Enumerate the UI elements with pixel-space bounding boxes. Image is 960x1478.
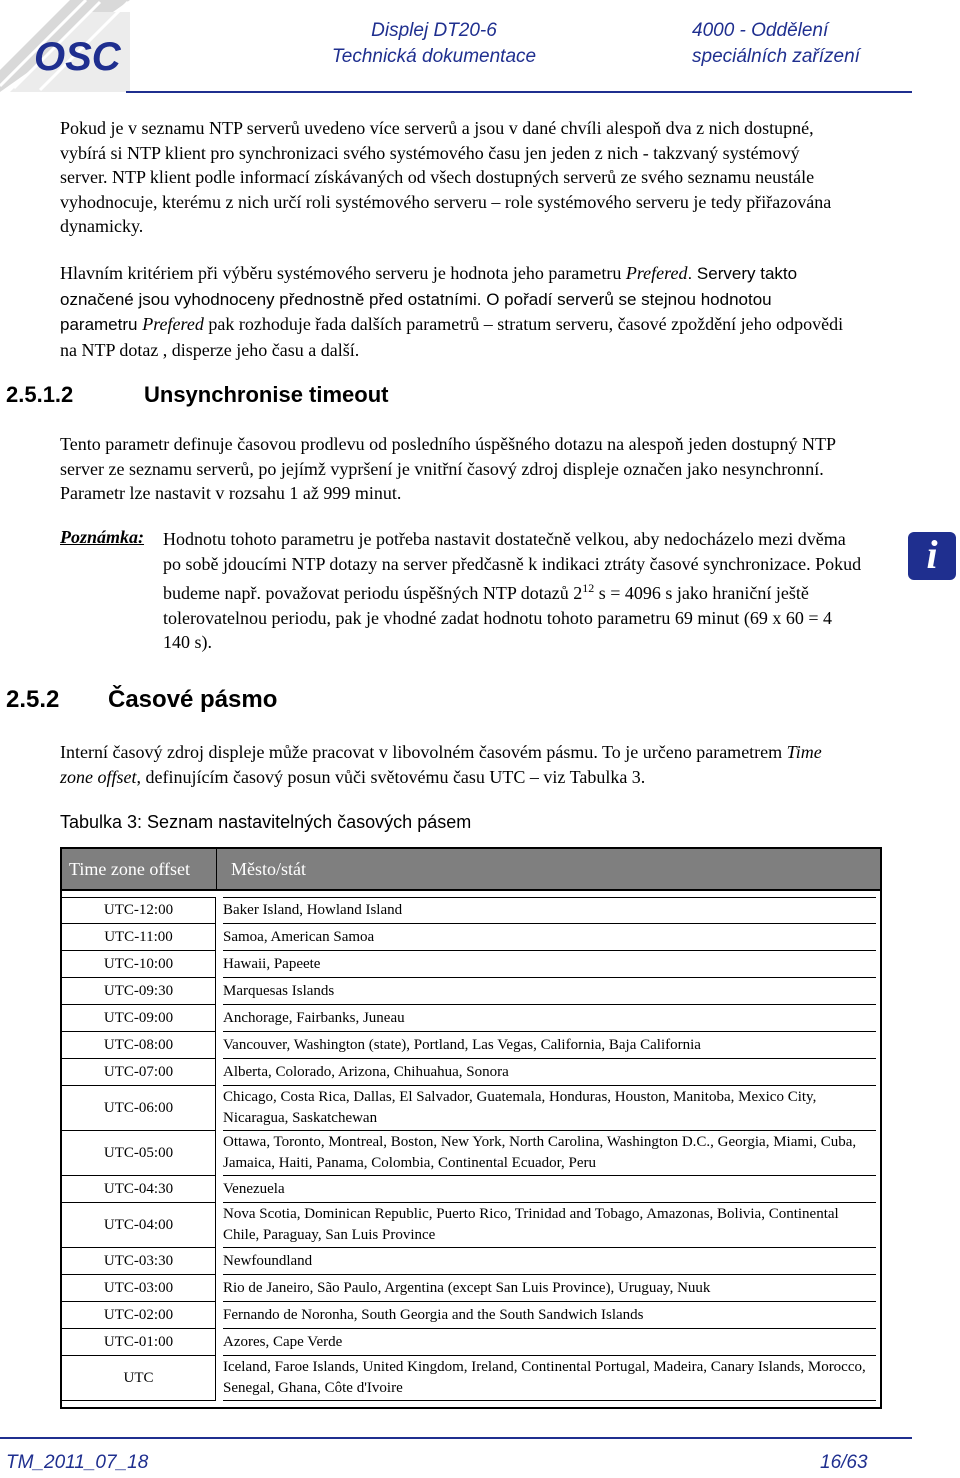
paragraph-timezone: Interní časový zdroj displeje může pracovat v libovolném časovém pásmu. To je určeno parametrem Time zone offset, definujícím časový posun vůči světovému času UTC – viz Tabulka 3.: [60, 742, 822, 787]
table-row: [62, 924, 880, 951]
doc-subtitle: Technická dokumentace: [331, 46, 537, 67]
table-row: [62, 1356, 880, 1401]
header-city: Město/stát: [231, 859, 306, 879]
section-heading-unsync: [6, 382, 73, 408]
p2-text-c: pak rozhoduje řada dalších parametrů – stratum serveru, časové zpoždění jeho odpovědi na NTP dotaz , disperze jeho času a další.: [60, 314, 844, 360]
footer-doc-id: TM_2011_07_18: [6, 1452, 149, 1473]
cell-offset: UTC-10:00: [62, 951, 216, 978]
table-row: [62, 951, 880, 978]
section-number: 2.5.1.2: [6, 382, 74, 407]
osc-logo: [0, 0, 140, 92]
cell-city: Iceland, Faroe Islands, United Kingdom, Ireland, Continental Portugal, Madeira, Canary Islands, Morocco, Senegal, Ghana, Côte d'Ivoire: [223, 1356, 876, 1401]
p2-em2: Prefered: [142, 314, 204, 334]
table-caption: Tabulka 3: Seznam nastavitelných časových pásem: [60, 812, 472, 832]
header-divider: [126, 91, 912, 93]
cell-city: Anchorage, Fairbanks, Juneau: [223, 1005, 876, 1032]
p2-em1: Prefered: [625, 263, 688, 283]
table-row: [62, 1302, 880, 1329]
logo-text: OSC: [34, 35, 121, 79]
dept-line1: 4000 - Oddělení: [692, 20, 829, 41]
p2-text-a: Hlavním kritériem při výběru systémového serveru je hodnota jeho parametru: [60, 263, 626, 283]
header-offset: Time zone offset: [62, 849, 217, 889]
table-row: [62, 897, 880, 924]
cell-city: Fernando de Noronha, South Georgia and the South Sandwich Islands: [223, 1302, 876, 1329]
note-superscript: 12: [582, 581, 595, 595]
cell-offset: UTC: [62, 1356, 216, 1401]
table-row: [62, 1005, 880, 1032]
table-row: [62, 1032, 880, 1059]
note-text: Hodnotu tohoto parametru je potřeba nastavit dostatečně velkou, aby nedocházelo mezi dvěma po sobě jdoucími NTP dotazy na server předčasně k indikaci ztráty časové synchronizace. Pokud budeme např. považovat periodu úspěšných NTP dotazů $2^{12}$ s = 4096 s jako hraniční ještě tolerovatelnou periodu, pak je vhodné zadat hodnotu tohoto parametru 69 minut (69 x 60 = 4 140 s).: [163, 529, 862, 652]
cell-offset: UTC-12:00: [62, 897, 216, 924]
footer-divider: [0, 1437, 912, 1439]
cell-offset: UTC-05:00: [62, 1131, 216, 1176]
cell-offset: UTC-07:00: [62, 1059, 216, 1086]
p2-text-b: . Servery takto označené jsou vyhodnoceny přednostně před ostatními. O pořadí serverů se stejnou hodnotou parametru: [60, 264, 798, 334]
table-row: [62, 1248, 880, 1275]
cell-offset: UTC-11:00: [62, 924, 216, 951]
table-row: [62, 1059, 880, 1086]
cell-city: Marquesas Islands: [223, 978, 876, 1005]
cell-city: Ottawa, Toronto, Montreal, Boston, New York, North Carolina, Washington D.C., Georgia, Miami, Cuba, Jamaica, Haiti, Panama, Colombia, Continental Ecuador, Peru: [223, 1131, 876, 1176]
cell-city: Azores, Cape Verde: [223, 1329, 876, 1356]
cell-offset: UTC-03:00: [62, 1275, 216, 1302]
cell-city: Baker Island, Howland Island: [223, 897, 876, 924]
cell-city: Chicago, Costa Rica, Dallas, El Salvador, Guatemala, Honduras, Houston, Manitoba, Mexico City, Nicaragua, Saskatchewan: [223, 1086, 876, 1131]
cell-city: Hawaii, Papeete: [223, 951, 876, 978]
table-body: [62, 897, 880, 1401]
note-label: Poznámka:: [60, 527, 145, 547]
cell-offset: UTC-04:00: [62, 1203, 216, 1248]
footer-page-number: 16/63: [820, 1452, 868, 1473]
cell-city: Nova Scotia, Dominican Republic, Puerto Rico, Trinidad and Tobago, Amazonas, Bolivia, Continental Chile, Paraguay, San Luis Province: [223, 1203, 876, 1248]
cell-city: Vancouver, Washington (state), Portland, Las Vegas, California, Baja California: [223, 1032, 876, 1059]
cell-offset: UTC-01:00: [62, 1329, 216, 1356]
paragraph-unsync-timeout: Tento parametr definuje časovou prodlevu od posledního úspěšného dotazu na alespoň jeden dostupný NTP server ze seznamu serverů, po jejímž vypršení je vnitřní časový zdroj displeje označen jako nesynchronní. Parametr lze nastavit v rozsahu 1 až 999 minut.: [60, 434, 836, 503]
section-title-unsync: Unsynchronise timeout: [144, 382, 389, 407]
cell-offset: UTC-06:00: [62, 1086, 216, 1131]
cell-offset: UTC-03:30: [62, 1248, 216, 1275]
cell-city: Samoa, American Samoa: [223, 924, 876, 951]
paragraph-ntp-servers: Pokud je v seznamu NTP serverů uvedeno více serverů a jsou v dané chvíli alespoň dva z nich dostupné, vybírá si NTP klient pro synchronizaci svého systémového času jen jeden z nich - takzvaný systémový server. NTP klient podle informací získávaných od všech dostupných serverů ze svého seznamu neustále vyhodnocuje, kterému z nich určí roli systémového serveru – role systémového serveru je tedy přiřazována dynamicky.: [60, 118, 832, 236]
dept-line2: speciálních zařízení: [692, 46, 860, 67]
table-row: [62, 1275, 880, 1302]
table-row: [62, 978, 880, 1005]
timezone-offset-em: Time zone offset: [60, 742, 822, 787]
cell-offset: UTC-04:30: [62, 1176, 216, 1203]
table-row: [62, 1329, 880, 1356]
table-row: [62, 1086, 880, 1131]
cell-city: Rio de Janeiro, São Paulo, Argentina (except San Luis Province), Uruguay, Nuuk: [223, 1275, 876, 1302]
page-header: [0, 0, 960, 98]
cell-offset: UTC-08:00: [62, 1032, 216, 1059]
table-row: [62, 1131, 880, 1176]
doc-title: Displej DT20-6: [371, 20, 497, 41]
cell-city: Alberta, Colorado, Arizona, Chihuahua, Sonora: [223, 1059, 876, 1086]
section-number-timezone: 2.5.2: [6, 686, 60, 713]
table-row: [62, 1176, 880, 1203]
cell-city: Venezuela: [223, 1176, 876, 1203]
cell-offset: UTC-02:00: [62, 1302, 216, 1329]
table-row: [62, 1203, 880, 1248]
section-title-timezone: Časové pásmo: [108, 686, 278, 713]
document-title: [318, 18, 550, 70]
timezone-table: [60, 847, 882, 1409]
cell-offset: UTC-09:00: [62, 1005, 216, 1032]
paragraph-prefered: [60, 261, 850, 362]
department: [692, 18, 892, 70]
cell-city: Newfoundland: [223, 1248, 876, 1275]
table-header-row: [62, 849, 880, 891]
info-icon: i: [908, 532, 956, 580]
cell-offset: UTC-09:30: [62, 978, 216, 1005]
